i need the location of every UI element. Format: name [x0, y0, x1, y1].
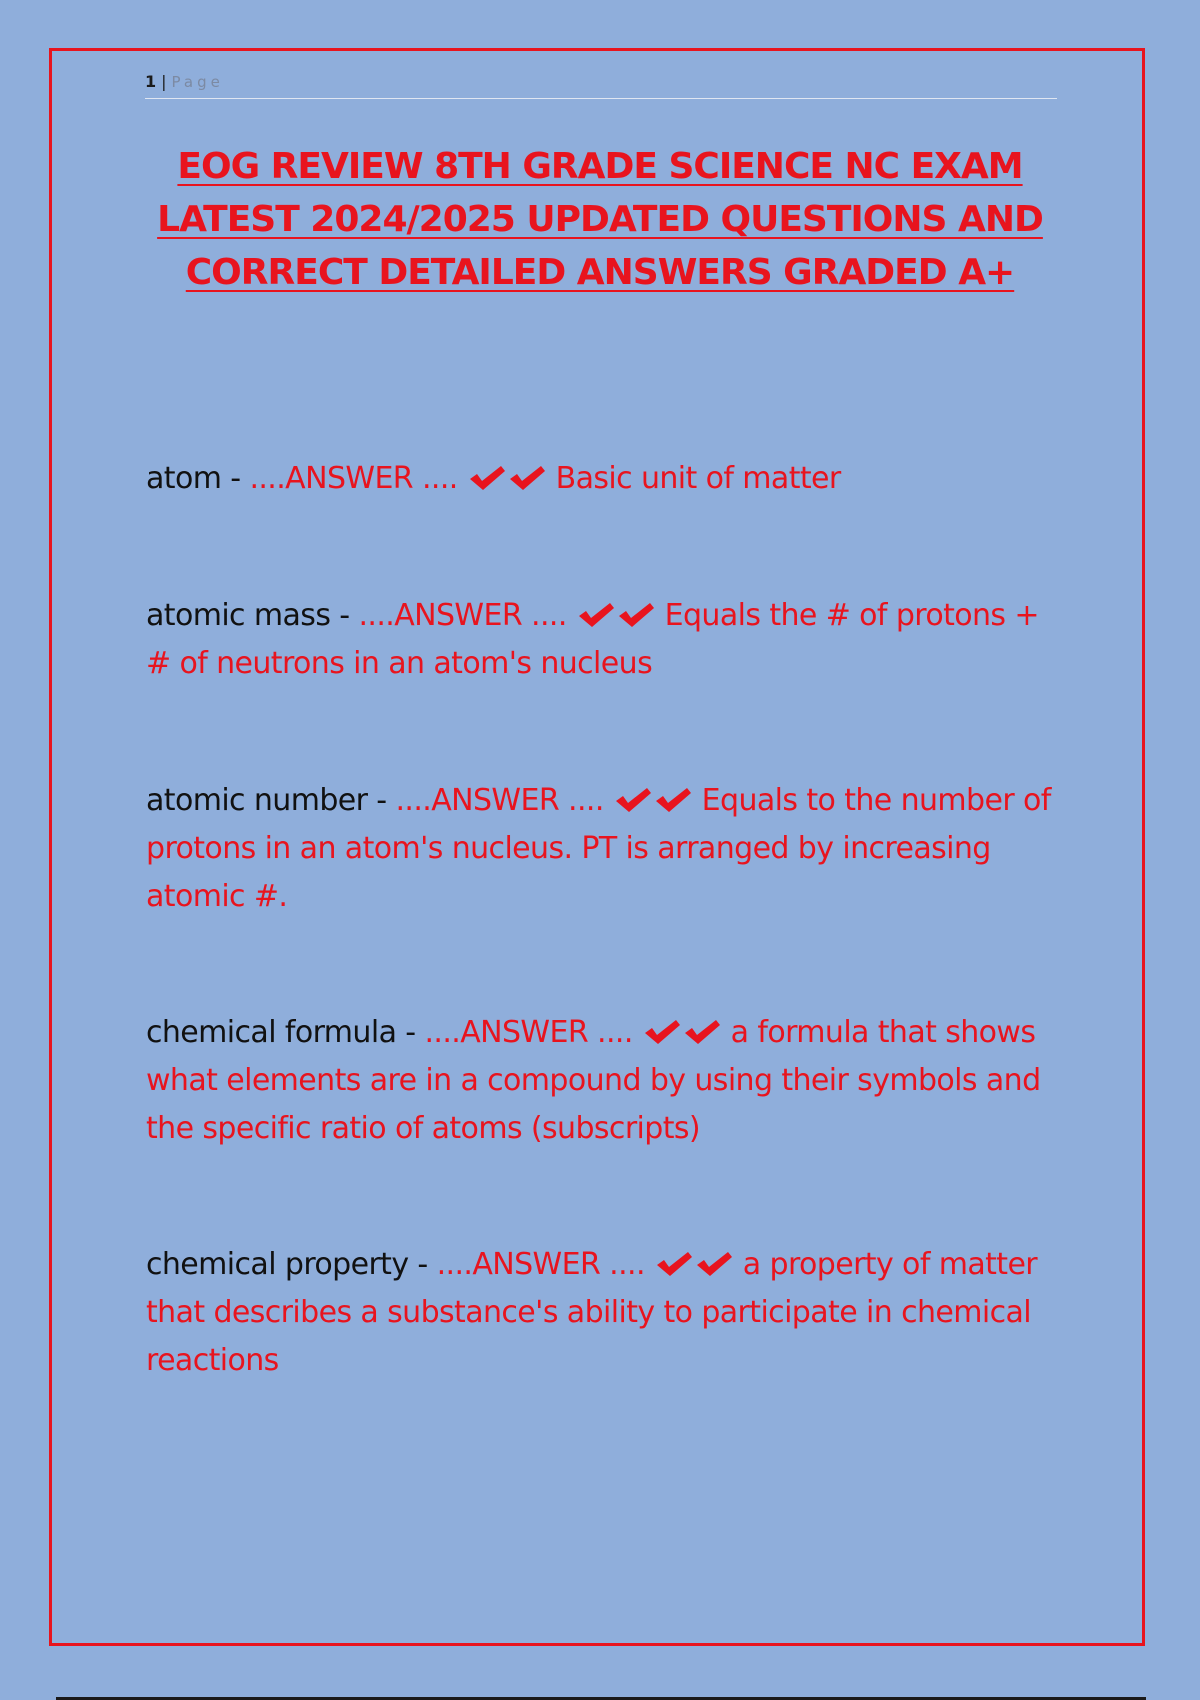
check-icon	[616, 601, 656, 629]
entry-dash: -	[396, 1015, 425, 1050]
page-number: 1	[145, 72, 159, 91]
answer-marker: ....ANSWER ....	[436, 1247, 645, 1282]
check-icon	[694, 1250, 734, 1278]
check-icon	[642, 1018, 682, 1046]
answer-marker: ....ANSWER ....	[395, 783, 604, 818]
qa-entry-chemical-formula	[146, 1009, 1066, 1153]
check-icon	[654, 1250, 694, 1278]
check-icon	[467, 464, 507, 492]
qa-entry-atomic-number	[146, 777, 1066, 921]
entry-dash: -	[367, 783, 396, 818]
entry-term: atom	[146, 461, 222, 496]
qa-entry-atomic-mass	[146, 592, 1066, 688]
page-number-label	[145, 72, 224, 91]
page-separator: |	[161, 72, 169, 91]
check-icon	[682, 1018, 722, 1046]
document-title: EOG REVIEW 8TH GRADE SCIENCE NC EXAM LATEST 2024/2025 UPDATED QUESTIONS AND CORRECT DETAILED ANSWERS GRADED A+	[157, 146, 1043, 293]
answer-marker: ....ANSWER ....	[249, 461, 458, 496]
entry-term: atomic number	[146, 783, 368, 818]
qa-entry-atom	[146, 455, 1066, 503]
entry-answer: a formula that shows what elements are in a compound by using their symbols and the specific ratio of atoms (subscripts)	[146, 1015, 1041, 1146]
entry-dash: -	[330, 598, 359, 633]
check-icon	[613, 786, 653, 814]
entry-answer: Equals to the number of protons in an atom's nucleus. PT is arranged by increasing atomic #.	[146, 783, 1051, 914]
answer-marker: ....ANSWER ....	[424, 1015, 633, 1050]
answer-marker: ....ANSWER ....	[358, 598, 567, 633]
check-icon	[507, 464, 547, 492]
entry-dash: -	[408, 1247, 437, 1282]
check-icon	[576, 601, 616, 629]
entry-answer: a property of matter that describes a substance's ability to participate in chemical reactions	[146, 1247, 1038, 1378]
check-icon	[653, 786, 693, 814]
entry-dash: -	[221, 461, 250, 496]
entry-term: chemical property	[146, 1247, 409, 1282]
page-word: Page	[171, 73, 224, 91]
entry-term: chemical formula	[146, 1015, 397, 1050]
page-header	[145, 70, 1057, 99]
entry-term: atomic mass	[146, 598, 331, 633]
entry-answer: Equals the # of protons + # of neutrons in an atom's nucleus	[146, 598, 1039, 681]
qa-entry-chemical-property	[146, 1241, 1066, 1385]
entry-answer: Basic unit of matter	[546, 461, 841, 496]
